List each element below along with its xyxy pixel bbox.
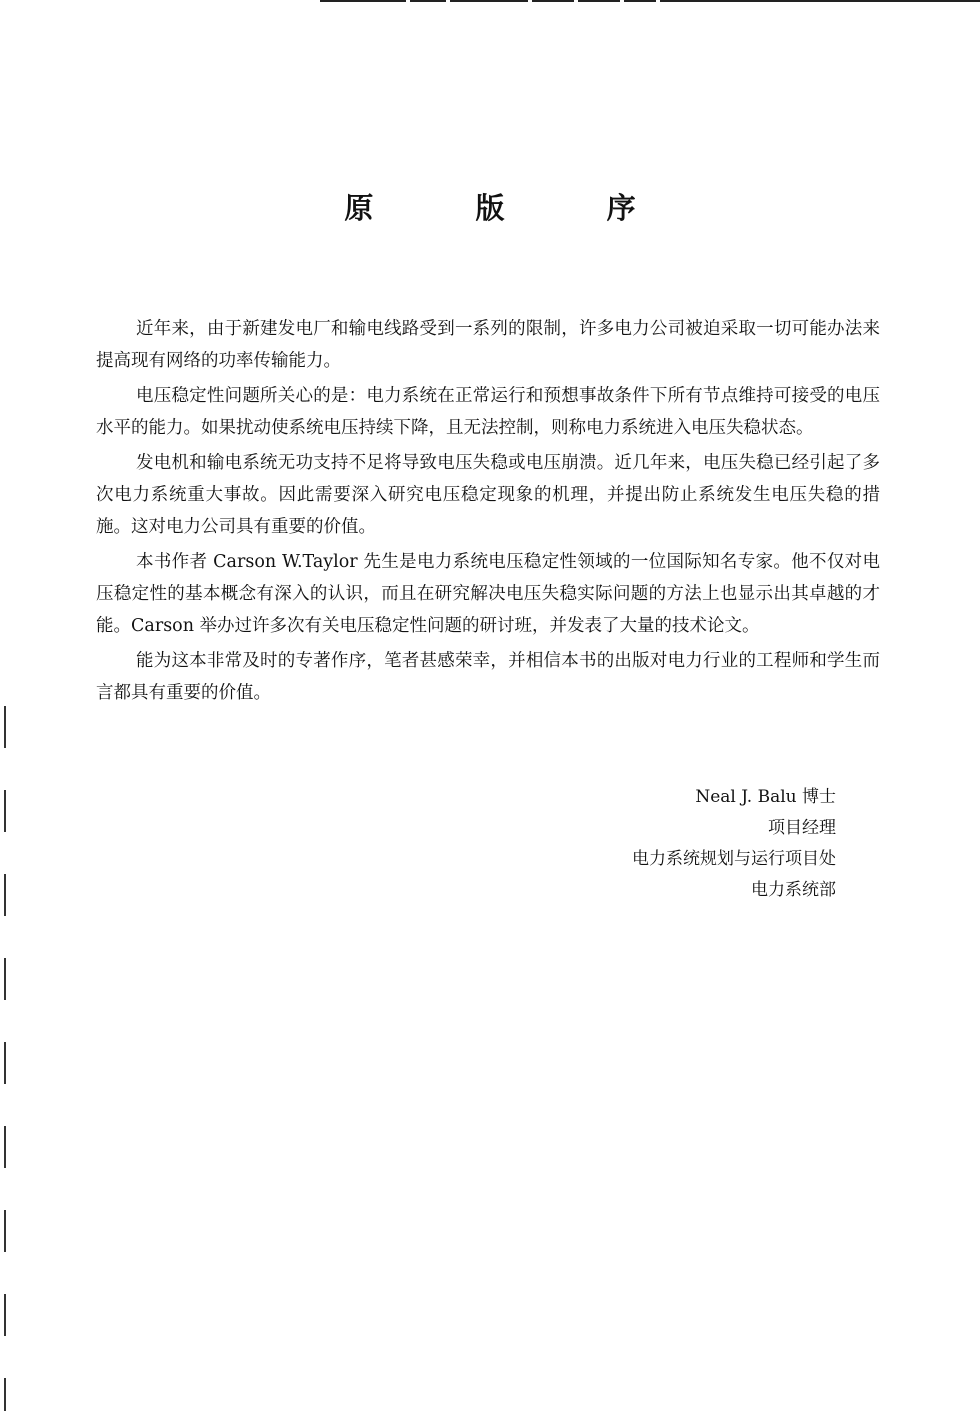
margin-mark [4, 1042, 6, 1084]
author-position: 项目经理 [768, 818, 836, 838]
margin-mark [4, 1210, 6, 1252]
margin-mark [4, 1294, 6, 1336]
margin-mark [4, 958, 6, 1000]
paragraph: 本书作者 Carson W.Taylor 先生是电力系统电压稳定性领域的一位国际知名专家。他不仅对电压稳定性的基本概念有深入的认识，而且在研究解决电压失稳实际问题的方法上也显示出其卓越的才能。Carson 举办过许多次有关电压稳定性问题的研讨班，并发表了大量的技术论文。 [96, 552, 880, 636]
paragraph: 近年来，由于新建发电厂和输电线路受到一系列的限制，许多电力公司被迫采取一切可能办法来提高现有网络的功率传输能力。 [96, 319, 880, 371]
author-name: Neal J. Balu 博士 [695, 787, 836, 807]
top-rule-segment [624, 0, 656, 2]
top-rule-segment [532, 0, 574, 2]
paragraph: 能为这本非常及时的专著作序，笔者甚感荣幸，并相信本书的出版对电力行业的工程师和学生而言都具有重要的价值。 [96, 651, 880, 703]
top-rule-segment [410, 0, 446, 2]
margin-mark [4, 1378, 6, 1411]
top-rule-segment [450, 0, 528, 2]
author-department: 电力系统规划与运行项目处 [632, 849, 836, 869]
paragraph: 发电机和输电系统无功支持不足将导致电压失稳或电压崩溃。近几年来，电压失稳已经引起了多次电力系统重大事故。因此需要深入研究电压稳定现象的机理，并提出防止系统发生电压失稳的措施。这对电力公司具有重要的价值。 [96, 453, 880, 537]
signature-block [632, 782, 836, 906]
top-rule-segment [578, 0, 620, 2]
author-division: 电力系统部 [751, 880, 836, 900]
margin-mark [4, 1126, 6, 1168]
paragraph: 电压稳定性问题所关心的是：电力系统在正常运行和预想事故条件下所有节点维持可接受的电压水平的能力。如果扰动使系统电压持续下降，且无法控制，则称电力系统进入电压失稳状态。 [96, 386, 880, 438]
body-text [96, 313, 880, 712]
page-title: 原 版 序 [344, 191, 682, 225]
top-rule-segment [320, 0, 406, 2]
margin-mark [4, 706, 6, 748]
top-rule-segment [660, 0, 980, 2]
margin-mark [4, 790, 6, 832]
margin-mark [4, 874, 6, 916]
